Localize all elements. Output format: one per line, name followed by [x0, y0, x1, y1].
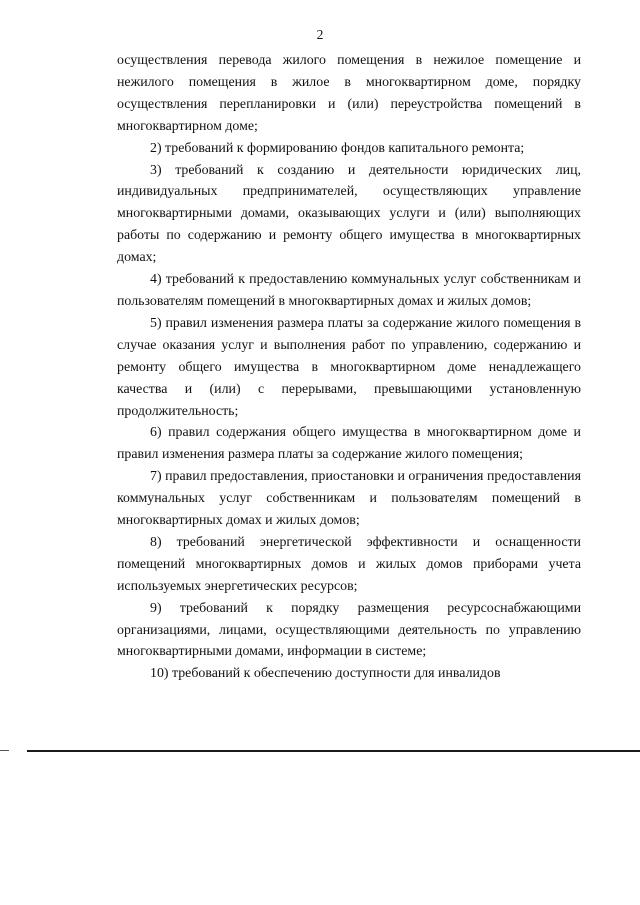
paragraph-continuation: осуществления перевода жилого помещения в нежилое помещение и нежилого помещения в жилое в многоквартирном доме, порядку осуществления перепланировки и (или) переустройства помещений в многоквартирном доме;: [117, 53, 581, 134]
left-edge-mark: [0, 750, 9, 751]
document-body: [117, 50, 581, 685]
list-item-3: 3) требований к созданию и деятельности юридических лиц, индивидуальных предпринимателей, осуществляющих управление многоквартирными домами, оказывающих услуги и (или) выполняющих работы по содержанию и ремонту общего имущества в многоквартирных домах;: [117, 162, 581, 266]
list-item-10: 10) требований к обеспечению доступности для инвалидов: [150, 666, 501, 682]
list-item-9: 9) требований к порядку размещения ресурсоснабжающими организациями, лицами, осуществляющими деятельность по управлению многоквартирными домами, информации в системе;: [117, 600, 581, 660]
list-item-2: 2) требований к формированию фондов капитального ремонта;: [150, 140, 525, 156]
list-item-8: 8) требований энергетической эффективности и оснащенности помещений многоквартирных домов и жилых домов приборами учета используемых энергетических ресурсов;: [117, 534, 581, 594]
list-item-4: 4) требований к предоставлению коммунальных услуг собственникам и пользователям помещений в многоквартирных домах и жилых домов;: [117, 272, 581, 309]
list-item-5: 5) правил изменения размера платы за содержание жилого помещения в случае оказания услуг и выполнения работ по управлению, содержанию и ремонту общего имущества в многоквартирном доме ненадлежащего качества и (или) с перерывами, превышающими установленную продолжительность;: [117, 315, 581, 419]
page-number: 2: [316, 27, 324, 42]
list-item-7: 7) правил предоставления, приостановки и ограничения предоставления коммунальных услуг собственникам и пользователям помещений в многоквартирных домах и жилых домов;: [117, 469, 581, 529]
horizontal-rule: [27, 750, 640, 752]
list-item-6: 6) правил содержания общего имущества в многоквартирном доме и правил изменения размера платы за содержание жилого помещения;: [117, 425, 581, 463]
